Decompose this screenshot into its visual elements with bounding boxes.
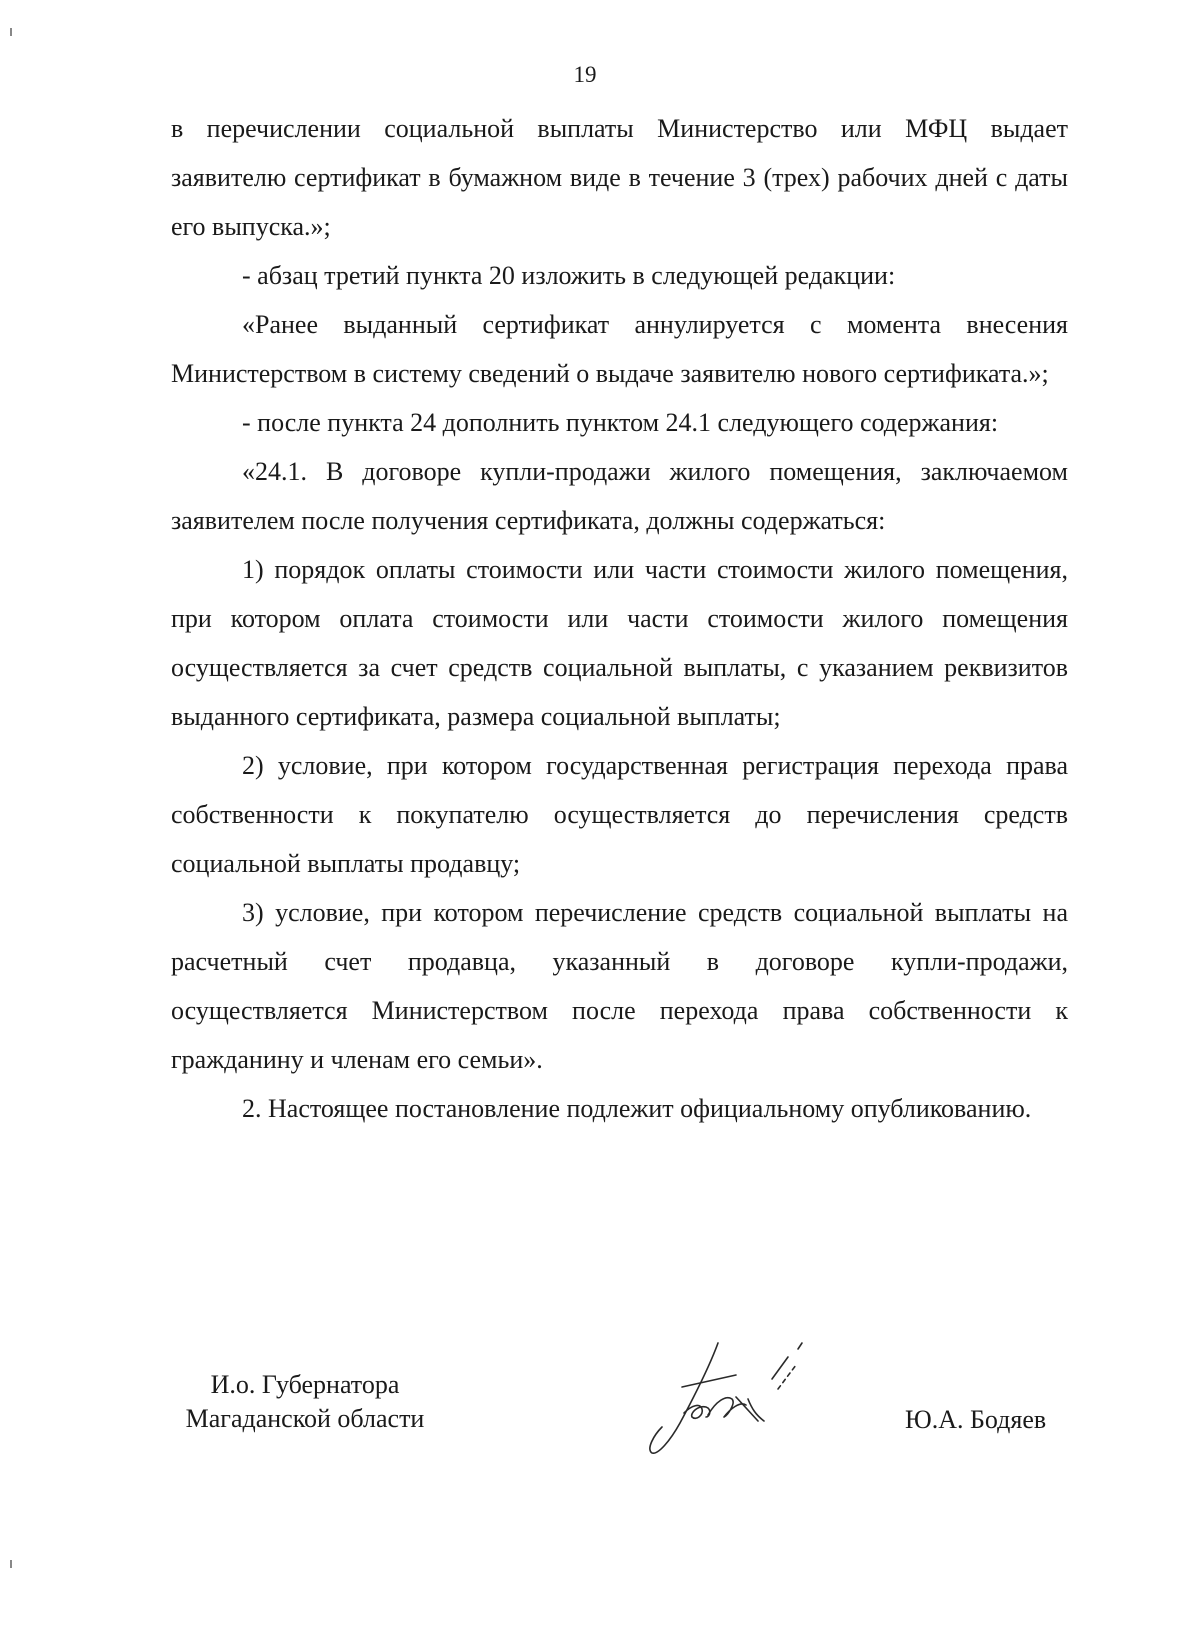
paragraph-subitem-3: 3) условие, при котором перечисление средств социальной выплаты на расчетный счет продавца, указанный в договоре купли-продажи, осуществляется Министерством после перехода права собственности к гражданину и членам его семьи».	[171, 898, 1068, 1074]
paragraph-amendment-20: - абзац третий пункта 20 изложить в следующей редакции:	[242, 261, 896, 290]
signer-position-line1: И.о. Губернатора	[210, 1370, 400, 1399]
paragraph-publication: 2. Настоящее постановление подлежит официальному опубликованию.	[242, 1094, 1032, 1123]
signer-position	[171, 1368, 439, 1436]
handwritten-signature	[640, 1335, 820, 1465]
paragraph-subitem-2: 2) условие, при котором государственная регистрация перехода права собственности к покупателю осуществляется до перечисления средств социальной выплаты продавцу;	[171, 751, 1068, 878]
paragraph-amendment-24: - после пункта 24 дополнить пунктом 24.1 следующего содержания:	[242, 408, 999, 437]
paragraph-subitem-1: 1) порядок оплаты стоимости или части стоимости жилого помещения, при котором оплата стоимости или части стоимости жилого помещения осуществляется за счет средств социальной выплаты, с указанием реквизитов выданного сертификата, размера социальной выплаты;	[171, 555, 1068, 731]
paragraph-quote-20: «Ранее выданный сертификат аннулируется с момента внесения Министерством в систему сведений о выдаче заявителю нового сертификата.»;	[171, 310, 1068, 388]
signer-position-line2: Магаданской области	[185, 1404, 425, 1433]
paragraph-item-24-1: «24.1. В договоре купли-продажи жилого помещения, заключаемом заявителем после получения сертификата, должны содержаться:	[171, 457, 1068, 535]
signer-name: Ю.А. Бодяев	[905, 1405, 1047, 1434]
scan-margin-mark	[10, 1560, 12, 1568]
paragraph-continuation: в перечислении социальной выплаты Министерство или МФЦ выдает заявителю сертификат в бумажном виде в течение 3 (трех) рабочих дней с даты его выпуска.»;	[171, 114, 1068, 241]
document-body	[171, 104, 1068, 1133]
page-number: 19	[573, 62, 597, 87]
scan-margin-mark	[10, 28, 12, 36]
